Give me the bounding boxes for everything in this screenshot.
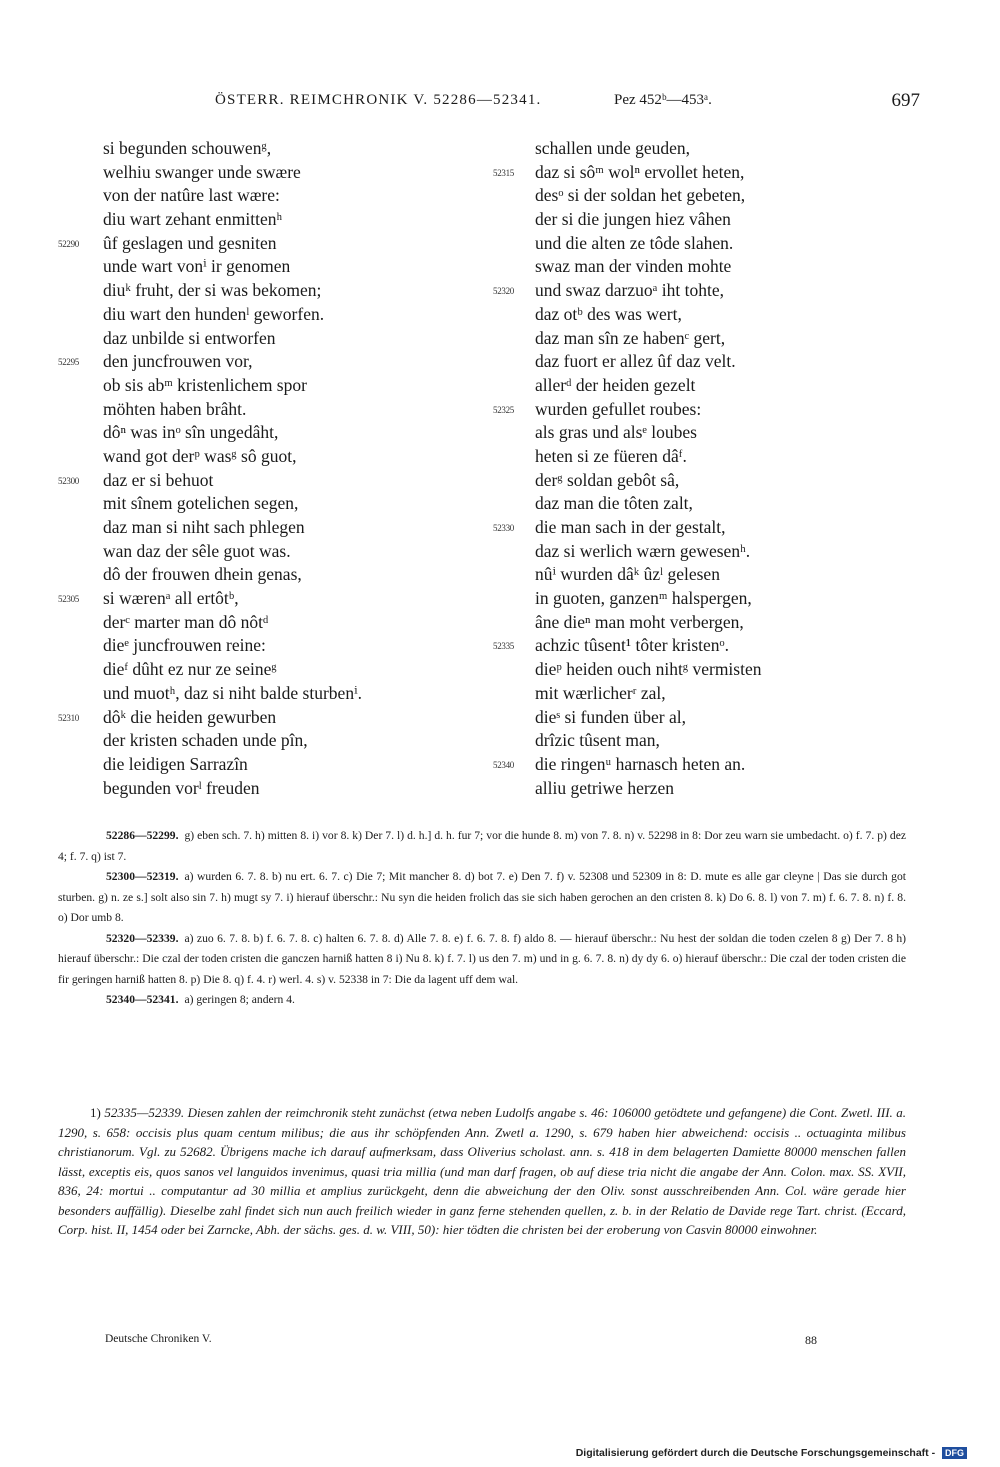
funding-text: Digitalisierung gefördert durch die Deutsche Forschungsgemeinschaft - bbox=[575, 1447, 936, 1459]
verse-text: in guoten, ganzenᵐ halspergen, bbox=[535, 588, 752, 609]
verse-text: daz otᵇ des was wert, bbox=[535, 303, 682, 324]
verse-text: wan daz der sêle guot was. bbox=[103, 540, 291, 561]
verse-text: daz man si niht sach phlegen bbox=[103, 517, 305, 537]
sheet-number: 88 bbox=[805, 1333, 817, 1347]
verse-line bbox=[493, 729, 923, 753]
apparatus-block bbox=[58, 826, 906, 867]
verse-text: diu wart zehant enmittenʰ bbox=[103, 209, 283, 230]
verse-text: daz er si behuot bbox=[103, 469, 214, 490]
verse-line bbox=[493, 777, 923, 801]
apparatus-block bbox=[58, 929, 906, 991]
verse-text: möhten haben brâht. bbox=[103, 398, 247, 419]
apparatus-text: g) eben sch. 7. h) mitten 8. i) vor 8. k) Der 7. l) d. h.] d. h. fur 7; vor die hunde 8. m) von 7. 8. n) v. 52298 in 8: Dor zeu warn sie umbedacht. o) f. 7. p) dez 4; f. 7. q) ist 7. bbox=[58, 829, 906, 863]
verse-line bbox=[58, 208, 478, 232]
verse-line bbox=[58, 611, 478, 635]
verse-line bbox=[58, 445, 478, 469]
verse-line bbox=[58, 706, 478, 730]
verse-line bbox=[493, 137, 923, 161]
verse-text: von der natûre last wære: bbox=[103, 185, 280, 206]
verse-text: diuᵏ fruht, der si was bekomen; bbox=[103, 280, 322, 301]
verse-text: die leidigen Sarrazîn bbox=[103, 753, 248, 774]
verse-text: begunden vorˡ freuden bbox=[103, 777, 260, 798]
apparatus-text: a) geringen 8; andern 4. bbox=[184, 993, 295, 1006]
apparatus-range: 52340—52341. bbox=[106, 993, 179, 1006]
verse-line bbox=[58, 421, 478, 445]
verse-text: schallen unde geuden, bbox=[535, 138, 691, 158]
verse-column-right bbox=[493, 137, 923, 800]
footnote bbox=[58, 1103, 906, 1240]
verse-line bbox=[58, 492, 478, 516]
verse-text: den juncfrouwen vor, bbox=[103, 351, 253, 372]
verse-number: 52325 bbox=[493, 404, 515, 415]
verse-line bbox=[58, 658, 478, 682]
verse-text: heten si ze füeren dâᶠ. bbox=[535, 445, 687, 466]
verse-number: 52295 bbox=[58, 357, 80, 368]
apparatus-range: 52300—52319. bbox=[106, 870, 179, 883]
verse-line bbox=[493, 232, 923, 256]
verse-text: si begunden schouwenᵍ, bbox=[103, 138, 272, 158]
verse-text: und muotʰ, daz si niht balde sturbenⁱ. bbox=[103, 682, 362, 703]
verse-line bbox=[58, 350, 478, 374]
running-header bbox=[60, 92, 920, 116]
verse-text: und die alten ze tôde slahen. bbox=[535, 232, 734, 253]
verse-text: derᶜ marter man dô nôtᵈ bbox=[103, 611, 269, 632]
verse-text: die ringenᵘ harnasch heten an. bbox=[535, 753, 746, 774]
verse-text: diu wart den hundenˡ geworfen. bbox=[103, 303, 325, 324]
verse-line bbox=[493, 255, 923, 279]
verse-line bbox=[493, 634, 923, 658]
verse-text: wand got derᵖ wasᵍ sô guot, bbox=[103, 445, 297, 466]
verse-line bbox=[58, 563, 478, 587]
verse-text: swaz man der vinden mohte bbox=[535, 256, 732, 277]
verse-number: 52305 bbox=[58, 594, 80, 605]
verse-line bbox=[493, 706, 923, 730]
verse-line bbox=[493, 445, 923, 469]
verse-line bbox=[493, 374, 923, 398]
verse-text: dôᵏ die heiden gewurben bbox=[103, 706, 277, 727]
verse-text: der kristen schaden unde pîn, bbox=[103, 730, 308, 751]
verse-text: welhiu swanger unde swære bbox=[103, 161, 301, 182]
apparatus-range: 52286—52299. bbox=[106, 829, 179, 842]
verse-text: drîzic tûsent man, bbox=[535, 730, 660, 751]
verse-text: desᵒ si der soldan het gebeten, bbox=[535, 185, 746, 206]
verse-text: daz fuort er allez ûf daz velt. bbox=[535, 351, 736, 372]
verse-line bbox=[58, 327, 478, 351]
verse-line bbox=[58, 161, 478, 185]
verse-line bbox=[493, 492, 923, 516]
verse-line bbox=[58, 303, 478, 327]
verse-text: unde wart vonⁱ ir genomen bbox=[103, 256, 291, 277]
footnote-text: 52335—52339. Diesen zahlen der reimchronik steht zunächst (etwa neben Ludolfs angabe s. 46: 106000 getödtete und gefangene) die Cont. Zwetl. III. a. 1290, s. 658: occisis plus quam centum milibus; die aus ihr schöpfenden Ann. Zwetl a. 1290, s. 679 haben hier abweichend: occisis .. octuaginta milibus christianorum. Vgl. zu 52682. Übrigens mache ich darauf aufmerksam, dass Oliverius scholast. ann. s. 418 in dem belagerten Damiette 80000 menschen fallen lässt, exceptis eis, quos sanos vel languidos invenimus, quasi tria millia (und man darf fragen, ob auf diese tria nicht die angabe der Ann. Colon. max. SS. XVII, 836, 24: mortui .. computantur ad 30 millia et amplius zurückgeht, denn die abweichung der den Oliv. sonst ausschreibenden Ann. Col. wäre gerade hier besonders auffällig). Dieselbe zahl findet sich nun auch freilich wieder in ganz ferne stehenden quellen, z. b. in der Relatio de Davide rege Tart. christ. (Eccard, Corp. hist. II, 1454 oder bei Zarncke, Abh. der sächs. ges. d. w. VIII, 50): hier tödten die christen bei der eroberung von Casvin 80000 einwohner. bbox=[58, 1105, 907, 1237]
verse-line bbox=[493, 563, 923, 587]
verse-line bbox=[493, 421, 923, 445]
verse-column-left bbox=[58, 137, 478, 800]
verse-line bbox=[493, 184, 923, 208]
verse-line bbox=[58, 279, 478, 303]
signature-line: Deutsche Chroniken V. bbox=[105, 1333, 212, 1345]
verse-text: âne dieⁿ man moht verbergen, bbox=[535, 611, 744, 632]
verse-text: daz si werlich wærn gewesenʰ. bbox=[535, 540, 751, 561]
dfg-logo: DFG bbox=[942, 1447, 967, 1459]
verse-text: dieᵖ heiden ouch nihtᵍ vermisten bbox=[535, 659, 762, 680]
page-number: 697 bbox=[891, 90, 920, 111]
verse-number: 52315 bbox=[493, 167, 515, 178]
verse-text: wurden gefullet roubes: bbox=[535, 398, 702, 419]
verse-text: achzic tûsent¹ tôter kristenᵒ. bbox=[535, 635, 729, 656]
verse-line bbox=[58, 753, 478, 777]
verse-text: daz unbilde si entworfen bbox=[103, 327, 276, 348]
verse-line bbox=[493, 540, 923, 564]
verse-number: 52320 bbox=[493, 286, 515, 297]
verse-text: alliu getriwe herzen bbox=[535, 777, 674, 798]
verse-line bbox=[493, 279, 923, 303]
apparatus-block bbox=[58, 867, 906, 929]
verse-line bbox=[493, 587, 923, 611]
verse-line bbox=[58, 469, 478, 493]
verse-line bbox=[493, 161, 923, 185]
verse-line bbox=[493, 350, 923, 374]
verse-text: dieᶠ dûht ez nur ze seineᵍ bbox=[103, 659, 277, 680]
verse-line bbox=[493, 398, 923, 422]
verse-number: 52340 bbox=[493, 759, 515, 770]
verse-line bbox=[58, 374, 478, 398]
header-pez-reference: Pez 452ᵇ—453ᵃ. bbox=[614, 92, 712, 108]
footnote-marker: 1) bbox=[90, 1105, 101, 1120]
verse-text: nûⁱ wurden dâᵏ ûzˡ gelesen bbox=[535, 564, 720, 585]
verse-line bbox=[58, 682, 478, 706]
verse-line bbox=[58, 540, 478, 564]
verse-text: allerᵈ der heiden gezelt bbox=[535, 374, 696, 395]
verse-line bbox=[493, 327, 923, 351]
header-title: ÖSTERR. REIMCHRONIK V. 52286—52341. bbox=[215, 92, 542, 108]
critical-apparatus bbox=[58, 826, 906, 1011]
verse-line bbox=[493, 658, 923, 682]
verse-line bbox=[58, 398, 478, 422]
verse-text: derᵍ soldan gebôt sâ, bbox=[535, 469, 680, 490]
verse-text: si wærenᵃ all ertôtᵇ, bbox=[103, 588, 239, 609]
verse-text: die man sach in der gestalt, bbox=[535, 517, 726, 537]
apparatus-text: a) zuo 6. 7. 8. b) f. 6. 7. 8. c) halten 6. 7. 8. d) Alle 7. 8. e) f. 6. 7. 8. f) aldo 8. — hierauf überschr.: Nu hest der soldan die toden czelen 8 g) Der 7. 8 h) hierauf überschr.: Die czal der toden cristen die ganczen harniß hatten 8 i) Nu 8. k) f. 7. l) us den 7. m) und in g. 6. 7. 8. n) dy dy 6. o) hierauf überschr.: Die czal der toden cristen die fir geringen harniß hatten 8. p) Die 8. q) f. 4. r) werl. 4. s) v. 52338 in 7: Die da lagent uff dem wal. bbox=[58, 931, 906, 986]
apparatus-range: 52320—52339. bbox=[106, 931, 179, 945]
verse-number: 52310 bbox=[58, 712, 80, 723]
verse-line bbox=[58, 587, 478, 611]
verse-number: 52330 bbox=[493, 523, 515, 533]
verse-text: dô der frouwen dhein genas, bbox=[103, 564, 302, 585]
verse-text: daz man sîn ze habenᶜ gert, bbox=[535, 327, 726, 348]
verse-line bbox=[58, 729, 478, 753]
verse-text: daz man die tôten zalt, bbox=[535, 493, 693, 514]
funding-note bbox=[576, 1447, 967, 1459]
verse-line bbox=[58, 184, 478, 208]
verse-text: dôⁿ was inᵒ sîn ungedâht, bbox=[103, 422, 279, 443]
verse-line bbox=[58, 232, 478, 256]
verse-text: dieˢ si funden über al, bbox=[535, 706, 686, 727]
verse-number: 52290 bbox=[58, 238, 80, 249]
verse-line bbox=[58, 516, 478, 540]
apparatus-block bbox=[58, 990, 906, 1011]
verse-number: 52300 bbox=[58, 475, 80, 486]
verse-line bbox=[493, 753, 923, 777]
verse-line bbox=[58, 634, 478, 658]
verse-number: 52335 bbox=[493, 641, 515, 652]
verse-line bbox=[493, 303, 923, 327]
verse-text: daz si sôᵐ wolⁿ ervollet heten, bbox=[535, 161, 745, 182]
apparatus-text: a) wurden 6. 7. 8. b) nu ert. 6. 7. c) Die 7; Mit mancher 8. d) bot 7. e) Den 7. f) v. 52308 und 52309 in 8: D. mute es alle gar cleyne | Das sie durch got sturben. g) n. ze s.] solt also sin 7. h) mugt sy 7. i) hierauf überschr.: Nu syn die heiden frolich das sie sich haben gerochen an den cristen 8. k) Do 6. 8. l) von 7. m) f. 6. 7. 8. n) f. 8. o) Dor umb 8. bbox=[58, 870, 906, 924]
verse-line bbox=[493, 208, 923, 232]
verse-text: und swaz darzuoᵃ iht tohte, bbox=[535, 280, 724, 301]
verse-text: mit sînem gotelichen segen, bbox=[103, 493, 299, 514]
verse-line bbox=[493, 516, 923, 540]
verse-text: als gras und alsᵉ loubes bbox=[535, 422, 697, 443]
verse-line bbox=[493, 611, 923, 635]
verse-text: ûf geslagen und gesniten bbox=[103, 232, 277, 253]
verse-line bbox=[493, 682, 923, 706]
verse-line bbox=[58, 255, 478, 279]
verse-line bbox=[58, 137, 478, 161]
verse-text: ob sis abᵐ kristenlichem spor bbox=[103, 374, 307, 395]
verse-line bbox=[58, 777, 478, 801]
verse-line bbox=[493, 469, 923, 493]
verse-text: dieᵉ juncfrouwen reine: bbox=[103, 635, 266, 656]
verse-text: der si die jungen hiez vâhen bbox=[535, 209, 731, 230]
verse-text: mit wærlicherʳ zal, bbox=[535, 682, 666, 703]
